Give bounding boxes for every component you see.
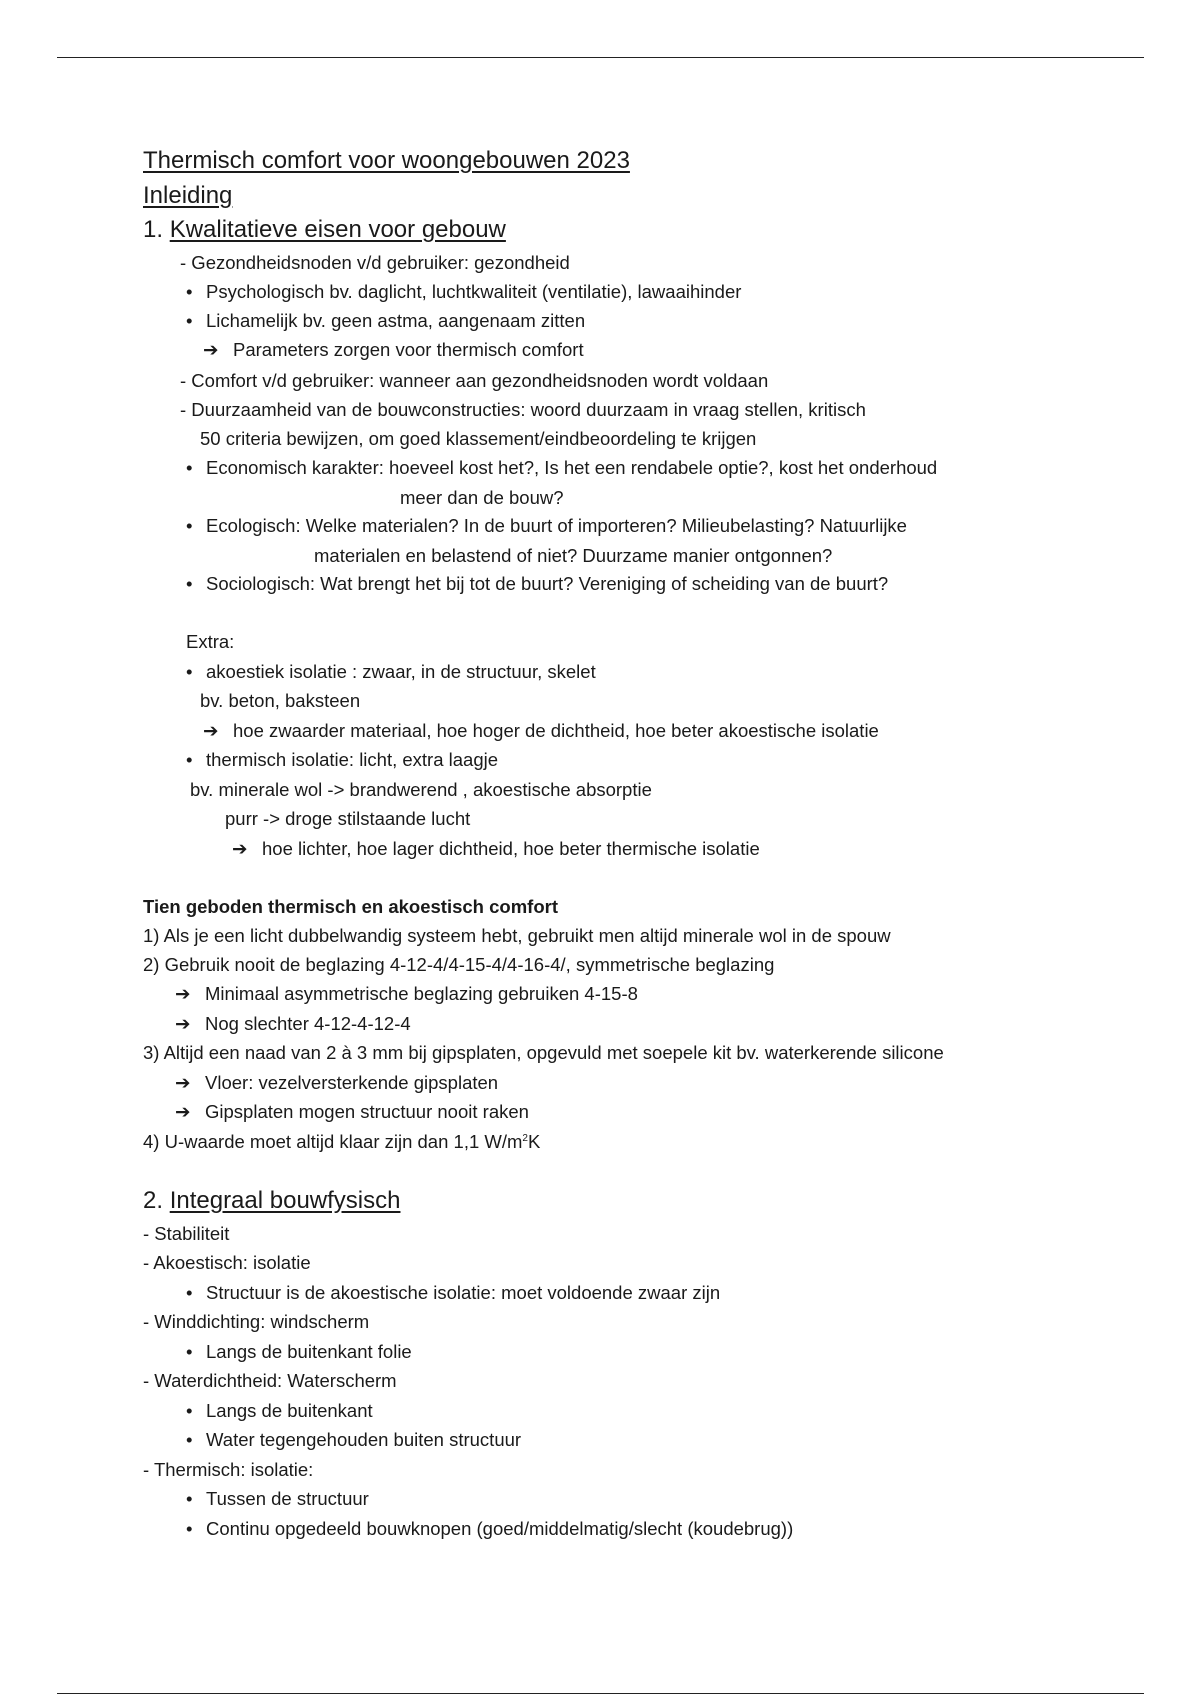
superscript-exponent: 2 bbox=[522, 1132, 528, 1144]
list-item: 3) Altijd een naad van 2 à 3 mm bij gipsplaten, opgevuld met soepele kit bv. waterkerende silicone bbox=[143, 1042, 944, 1063]
list-item: 50 criteria bewijzen, om goed klassement/eindbeoordeling te krijgen bbox=[200, 428, 757, 449]
section-2-heading bbox=[143, 1186, 400, 1216]
list-item: • Langs de buitenkant folie bbox=[206, 1340, 412, 1364]
list-item: ➔ Gipsplaten mogen structuur nooit raken bbox=[205, 1100, 529, 1124]
list-item: ➔ Minimaal asymmetrische beglazing gebruiken 4-15-8 bbox=[205, 982, 638, 1006]
list-item: 1) Als je een licht dubbelwandig systeem hebt, gebruikt men altijd minerale wol in de spouw bbox=[143, 925, 891, 946]
list-item: - Comfort v/d gebruiker: wanneer aan gezondheidsnoden wordt voldaan bbox=[180, 370, 769, 391]
u-waarde-text: 4) U-waarde moet altijd klaar zijn dan 1,1 W/m bbox=[143, 1131, 523, 1152]
list-item: • thermisch isolatie: licht, extra laagje bbox=[206, 748, 498, 772]
section-1-number: 1. bbox=[143, 216, 170, 243]
section-1-title: Kwalitatieve eisen voor gebouw bbox=[169, 216, 506, 243]
list-item: - Stabiliteit bbox=[143, 1223, 230, 1244]
list-item: bv. minerale wol -> brandwerend , akoestische absorptie bbox=[190, 779, 652, 800]
list-item: - Duurzaamheid van de bouwconstructies: woord duurzaam in vraag stellen, kritisch bbox=[180, 399, 866, 420]
section-1-heading bbox=[143, 215, 506, 245]
u-waarde-unit: K bbox=[527, 1131, 541, 1152]
list-item: - Gezondheidsnoden v/d gebruiker: gezondheid bbox=[180, 252, 570, 273]
list-item: • Economisch karakter: hoeveel kost het?, Is het een rendabele optie?, kost het onderhoud bbox=[206, 456, 937, 480]
list-item: • Sociologisch: Wat brengt het bij tot de buurt? Vereniging of scheiding van de buurt? bbox=[206, 572, 888, 596]
section-2-title: Integraal bouwfysisch bbox=[169, 1187, 401, 1214]
list-item: • Lichamelijk bv. geen astma, aangenaam zitten bbox=[206, 309, 585, 333]
section-2-number: 2. bbox=[143, 1187, 170, 1214]
extra-label: Extra: bbox=[186, 631, 235, 652]
list-item: • akoestiek isolatie : zwaar, in de structuur, skelet bbox=[206, 660, 596, 684]
list-item: meer dan de bouw? bbox=[400, 487, 564, 508]
list-item: • Psychologisch bv. daglicht, luchtkwaliteit (ventilatie), lawaaihinder bbox=[206, 280, 741, 304]
list-item: ➔ hoe lichter, hoe lager dichtheid, hoe beter thermische isolatie bbox=[262, 837, 760, 861]
list-item: • Water tegengehouden buiten structuur bbox=[206, 1428, 521, 1452]
document-title: Thermisch comfort voor woongebouwen 2023 bbox=[143, 147, 630, 174]
tien-geboden-heading: Tien geboden thermisch en akoestisch comfort bbox=[143, 896, 558, 917]
list-item: ➔ Vloer: vezelversterkende gipsplaten bbox=[205, 1071, 498, 1095]
list-item: materialen en belastend of niet? Duurzame manier ontgonnen? bbox=[314, 545, 833, 566]
list-item: ➔ Parameters zorgen voor thermisch comfort bbox=[233, 338, 584, 362]
list-item: 2) Gebruik nooit de beglazing 4-12-4/4-15-4/4-16-4/, symmetrische beglazing bbox=[143, 954, 775, 975]
list-item: purr -> droge stilstaande lucht bbox=[225, 808, 471, 829]
list-item: - Winddichting: windscherm bbox=[143, 1311, 370, 1332]
intro-heading: Inleiding bbox=[143, 182, 233, 209]
list-item: - Waterdichtheid: Waterscherm bbox=[143, 1370, 397, 1391]
list-item: ➔ hoe zwaarder materiaal, hoe hoger de dichtheid, hoe beter akoestische isolatie bbox=[233, 719, 879, 743]
list-item: - Thermisch: isolatie: bbox=[143, 1459, 314, 1480]
list-item: • Continu opgedeeld bouwknopen (goed/middelmatig/slecht (koudebrug)) bbox=[206, 1517, 793, 1541]
list-item bbox=[143, 1130, 540, 1154]
list-item: • Tussen de structuur bbox=[206, 1487, 369, 1511]
list-item: • Structuur is de akoestische isolatie: moet voldoende zwaar zijn bbox=[206, 1281, 720, 1305]
list-item: • Langs de buitenkant bbox=[206, 1399, 373, 1423]
list-item: • Ecologisch: Welke materialen? In de buurt of importeren? Milieubelasting? Natuurlijke bbox=[206, 514, 907, 538]
list-item: bv. beton, baksteen bbox=[200, 690, 361, 711]
footer-rule bbox=[57, 1693, 1144, 1694]
list-item: - Akoestisch: isolatie bbox=[143, 1252, 311, 1273]
list-item: ➔ Nog slechter 4-12-4-12-4 bbox=[205, 1012, 411, 1036]
